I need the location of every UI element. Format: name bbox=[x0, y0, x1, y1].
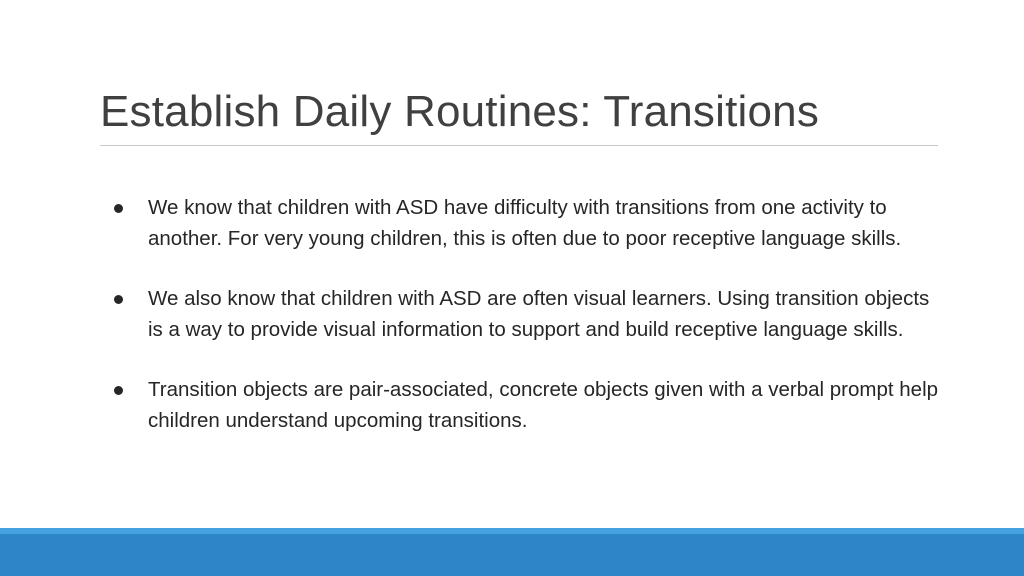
bullet-dot-icon bbox=[114, 386, 123, 395]
bullet-list bbox=[110, 192, 940, 436]
title-divider bbox=[100, 145, 938, 146]
footer-bar-highlight bbox=[0, 528, 1024, 534]
slide-title: Establish Daily Routines: Transitions bbox=[100, 87, 820, 136]
bullet-item bbox=[110, 374, 940, 436]
bullet-text: We know that children with ASD have difficulty with transitions from one activity to another. For very young children, this is often due to poor receptive language skills. bbox=[148, 196, 902, 250]
bullet-dot-icon bbox=[114, 295, 123, 304]
footer-bar bbox=[0, 528, 1024, 576]
bullet-item bbox=[110, 192, 940, 254]
bullet-dot-icon bbox=[114, 204, 123, 213]
bullet-text: We also know that children with ASD are often visual learners. Using transition objects is a way to provide visual information to support and build receptive language skills. bbox=[148, 287, 930, 341]
bullet-item bbox=[110, 283, 940, 345]
bullet-text: Transition objects are pair-associated, concrete objects given with a verbal prompt help children understand upcoming transitions. bbox=[148, 378, 939, 432]
